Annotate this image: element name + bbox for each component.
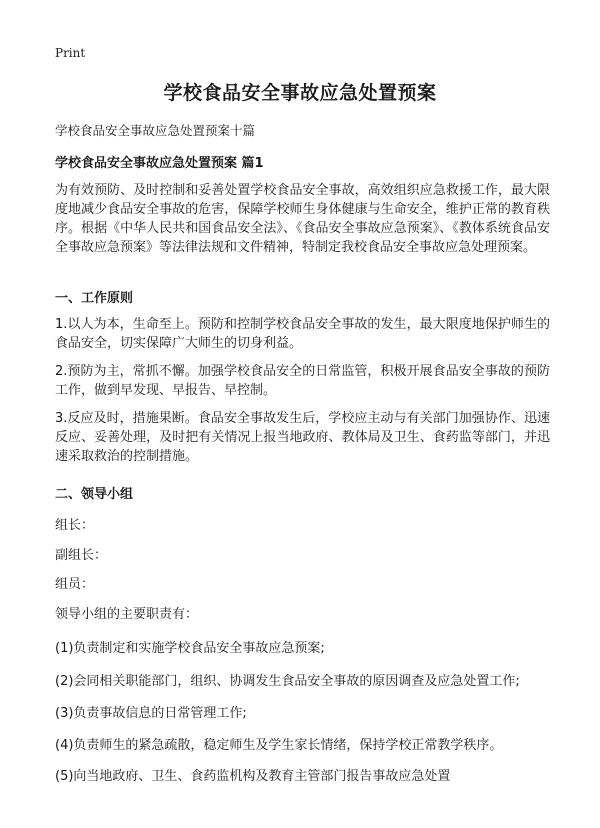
intro-paragraph: 为有效预防、及时控制和妥善处置学校食品安全事故，高效组织应急救援工作，最大限度地减少食品安全事故的危害，保障学校师生身体健康与生命安全，维护正常的教育秩序。根据《中华人民共和国食品安全法》、《食品安全事故应急预案》、《教体系统食品安全事故应急预案》等法律法规和文件精神，特制定我校食品安全事故应急处理预案。 xyxy=(55,183,550,255)
duty-item-4: (4)负责师生的紧急疏散，稳定师生及学生家长情绪，保持学校正常教学秩序。 xyxy=(55,738,503,753)
duty-item-3: (3)负责事故信息的日常管理工作; xyxy=(55,706,247,721)
principle-item-3: 3.反应及时，措施果断。食品安全事故发生后，学校应主动与有关部门加强协作、迅速反应、妥善处理，及时把有关情况上报当地政府、教体局及卫生、食药监等部门，并迅速采取救治的控制措施。 xyxy=(55,411,550,464)
principle-item-2: 2.预防为主，常抓不懈。加强学校食品安全的日常监管，积极开展食品安全事故的预防工作，做到早发现、早报告、早控制。 xyxy=(55,364,550,398)
members-label: 组员： xyxy=(55,577,95,592)
duty-item-2: (2)会同相关职能部门，组织、协调发生食品安全事故的原因调查及应急处置工作; xyxy=(55,674,520,689)
print-link[interactable]: Print xyxy=(55,46,86,60)
page-title: 学校食品安全事故应急处置预案 xyxy=(163,82,437,104)
article-heading: 学校食品安全事故应急处置预案 篇1 xyxy=(55,156,264,171)
leader-label: 组长： xyxy=(55,518,95,533)
section-heading-leadership: 二、领导小组 xyxy=(55,487,134,502)
duty-item-1: (1)负责制定和实施学校食品安全事故应急预案; xyxy=(55,641,325,656)
section-heading-principles: 一、工作原则 xyxy=(55,291,134,306)
document-subtitle: 学校食品安全事故应急处置预案十篇 xyxy=(55,123,256,138)
principle-item-1: 1.以人为本，生命至上。预防和控制学校食品安全事故的发生，最大限度地保护师生的食品安全，切实保障广大师生的切身利益。 xyxy=(55,317,550,351)
duties-intro: 领导小组的主要职责有： xyxy=(55,607,199,622)
duty-item-5: (5)向当地政府、卫生、食药监机构及教育主管部门报告事故应急处置 xyxy=(55,769,451,784)
deputy-leader-label: 副组长： xyxy=(55,548,108,563)
